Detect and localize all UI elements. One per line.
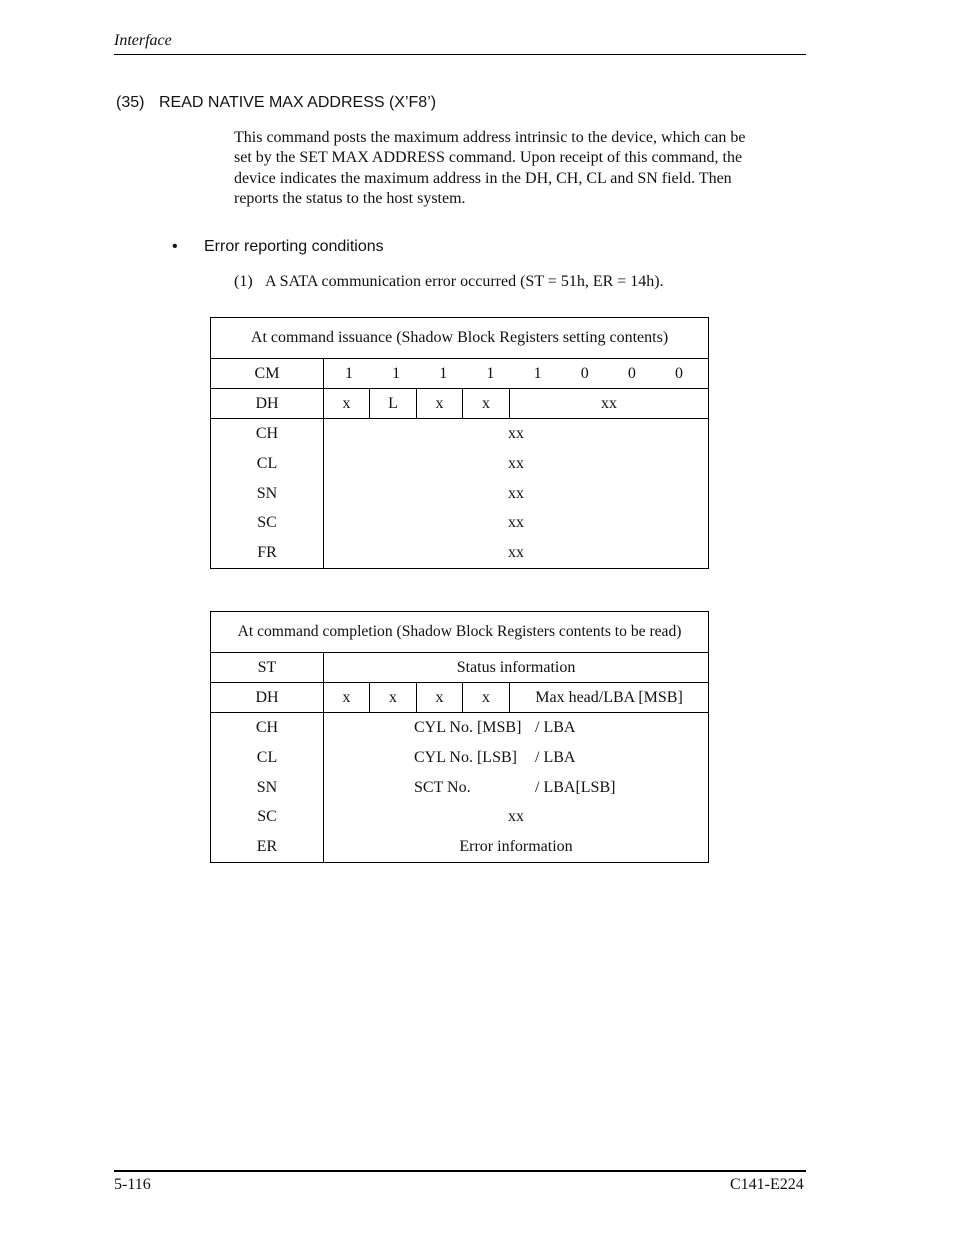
register-label: SN bbox=[256, 778, 278, 796]
register-values bbox=[324, 419, 709, 569]
dh-max-head: Max head/LBA [MSB] bbox=[510, 683, 709, 713]
register-label: CL bbox=[256, 454, 278, 472]
ch-cyl-msb: CYL No. [MSB] bbox=[414, 719, 522, 736]
header-rule bbox=[114, 54, 806, 55]
cm-bit: 0 bbox=[627, 364, 636, 382]
ch-lba: / LBA bbox=[535, 719, 576, 736]
section-heading bbox=[116, 94, 436, 112]
document-code: C141-E224 bbox=[730, 1176, 804, 1193]
section-title: READ NATIVE MAX ADDRESS (X’F8’) bbox=[159, 94, 437, 111]
completion-table-title: At command completion (Shadow Block Registers contents to be read) bbox=[211, 612, 709, 653]
register-label: SC bbox=[257, 808, 277, 826]
bullet-symbol: • bbox=[172, 238, 178, 255]
cl-cyl-lsb: CYL No. [LSB] bbox=[414, 748, 517, 766]
register-label: SN bbox=[256, 484, 278, 502]
dh-low-bits: xx bbox=[510, 389, 709, 419]
running-header: Interface bbox=[114, 32, 172, 49]
register-label: FR bbox=[257, 544, 277, 562]
page-number: 5-116 bbox=[114, 1176, 151, 1193]
register-label-st: ST bbox=[211, 653, 324, 683]
register-value: xx bbox=[508, 514, 525, 532]
issuance-table-title: At command issuance (Shadow Block Registers setting contents) bbox=[211, 318, 709, 359]
condition-number: (1) bbox=[234, 273, 253, 290]
register-label-cm: CM bbox=[211, 359, 324, 389]
dh-bit6: x bbox=[370, 683, 417, 713]
dh-bit7: x bbox=[324, 389, 370, 419]
register-value: xx bbox=[508, 425, 525, 442]
register-label: ER bbox=[256, 838, 278, 856]
sn-lba-lsb: / LBA[LSB] bbox=[535, 778, 616, 796]
cl-lba: / LBA bbox=[535, 748, 576, 766]
dh-bit4: x bbox=[463, 683, 510, 713]
section-number: (35) bbox=[116, 94, 145, 111]
condition-text: A SATA communication error occurred (ST = 51h, ER = 14h). bbox=[265, 273, 664, 290]
register-label-dh: DH bbox=[211, 389, 324, 419]
dh-bit7: x bbox=[324, 683, 370, 713]
register-value: xx bbox=[508, 484, 525, 502]
register-label: SC bbox=[257, 514, 277, 532]
cm-bit: 1 bbox=[486, 364, 495, 382]
bullet-item bbox=[172, 238, 384, 256]
cm-bit: 1 bbox=[439, 364, 448, 382]
register-value: xx bbox=[508, 454, 525, 472]
register-label: CL bbox=[256, 748, 278, 766]
paragraph-line: device indicates the maximum address in the DH, CH, CL and SN field. Then bbox=[234, 169, 732, 187]
status-information: Status information bbox=[324, 653, 709, 683]
cm-bit: 0 bbox=[580, 364, 589, 382]
footer-rule bbox=[114, 1170, 806, 1172]
sc-value: xx bbox=[508, 808, 525, 826]
condition-item bbox=[234, 273, 664, 291]
register-label-dh: DH bbox=[211, 683, 324, 713]
dh-bit5: x bbox=[417, 683, 463, 713]
register-labels bbox=[211, 419, 324, 569]
dh-bit4: x bbox=[463, 389, 510, 419]
register-label: CH bbox=[255, 719, 279, 736]
completion-register-table bbox=[210, 611, 709, 863]
description-paragraph bbox=[234, 128, 794, 209]
cm-bit: 1 bbox=[345, 364, 353, 382]
paragraph-line: reports the status to the host system. bbox=[234, 189, 466, 207]
cm-bit: 1 bbox=[392, 364, 401, 382]
issuance-register-table bbox=[210, 317, 709, 569]
register-value: xx bbox=[508, 544, 525, 562]
dh-bit6: L bbox=[370, 389, 417, 419]
paragraph-line: This command posts the maximum address intrinsic to the device, which can be bbox=[234, 129, 746, 146]
ch-value bbox=[324, 713, 708, 743]
cm-bit: 0 bbox=[674, 364, 683, 382]
register-label: CH bbox=[255, 425, 279, 442]
dh-bit5: x bbox=[417, 389, 463, 419]
register-labels bbox=[211, 713, 324, 863]
bullet-text: Error reporting conditions bbox=[204, 238, 384, 255]
cm-bit: 1 bbox=[533, 364, 542, 382]
cm-bits bbox=[324, 359, 709, 389]
sn-value bbox=[324, 773, 708, 803]
sn-sct-no: SCT No. bbox=[414, 778, 471, 796]
cl-value bbox=[324, 743, 708, 773]
paragraph-line: set by the SET MAX ADDRESS command. Upon receipt of this command, the bbox=[234, 149, 743, 167]
register-values bbox=[324, 713, 709, 863]
error-information: Error information bbox=[459, 838, 573, 856]
